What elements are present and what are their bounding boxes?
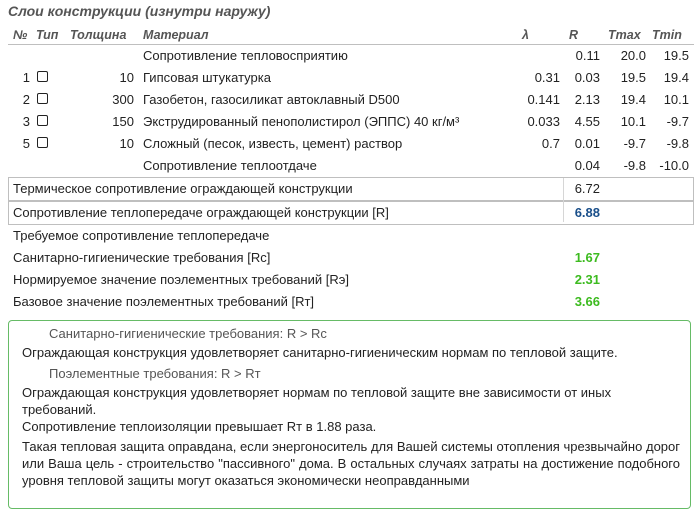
row-material[interactable]: Гипсовая штукатурка (143, 70, 271, 85)
required-heading: Требуемое сопротивление теплопередаче (13, 228, 270, 243)
col-header-tmax: Tmax (608, 28, 641, 42)
col-header-r: R (569, 28, 579, 42)
col-header-num: № (13, 28, 28, 42)
row-tmin: -9.8 (666, 136, 689, 151)
row-num: 3 (22, 114, 30, 129)
heat-transfer-value: 6.88 (574, 205, 600, 220)
row-tmax: 19.5 (620, 70, 646, 85)
row-material: Сопротивление тепловосприятию (143, 48, 348, 63)
col-header-material: Материал (143, 28, 209, 42)
row-num: 5 (22, 136, 30, 151)
excess-ratio-text: Сопротивление теплоизоляции превышает Rт в 1.88 раза. (22, 419, 377, 434)
row-tmin: -9.7 (666, 114, 689, 129)
heat-transfer-label: Сопротивление теплопередаче ограждающей конструкции [R] (13, 205, 389, 220)
row-material[interactable]: Сложный (песок, известь, цемент) раствор (143, 136, 403, 151)
row-tmax: -9.7 (623, 136, 646, 151)
row-lambda: 0.033 (527, 114, 560, 129)
sanitary-value: 1.67 (574, 250, 600, 265)
header-divider (8, 44, 694, 45)
row-thickness: 300 (112, 92, 134, 107)
normative-label: Нормируемое значение поэлементных требований [Rэ] (13, 272, 349, 287)
sanitary-label: Санитарно-гигиенические требования [Rс] (13, 250, 271, 265)
row-num: 2 (22, 92, 30, 107)
row-tmin: 10.1 (663, 92, 689, 107)
layer-type-checkbox[interactable] (37, 71, 48, 82)
layer-type-checkbox[interactable] (37, 137, 48, 148)
thermal-resistance-label: Термическое сопротивление ограждающей конструкции (13, 181, 353, 196)
sanitary-conclusion-title: Санитарно-гигиенические требования: R > Rс (49, 326, 327, 341)
layer-type-checkbox[interactable] (37, 93, 48, 104)
row-material[interactable]: Экструдированный пенополистирол (ЭППС) 40 кг/м³ (143, 114, 460, 129)
row-lambda: 0.31 (534, 70, 560, 85)
col-header-type: Тип (36, 28, 59, 42)
row-thickness: 150 (112, 114, 134, 129)
row-tmin: 19.5 (663, 48, 689, 63)
col-header-tmin: Tmin (652, 28, 682, 42)
base-value: 3.66 (574, 294, 600, 309)
section-title: Слои конструкции (изнутри наружу) (8, 3, 271, 19)
row-tmin: -10.0 (659, 158, 689, 173)
row-thickness: 10 (119, 70, 134, 85)
thermal-resistance-value: 6.72 (574, 181, 600, 196)
row-r: 0.04 (574, 158, 600, 173)
row-tmax: 20.0 (620, 48, 646, 63)
elementwise-conclusion-text: Ограждающая конструкция удовлетворяет нормам по тепловой защите вне зависимости от иных требований. (22, 385, 612, 417)
row-r: 0.01 (574, 136, 600, 151)
col-header-lambda: λ (522, 28, 529, 42)
row-r: 2.13 (574, 92, 600, 107)
advice-text: Такая тепловая защита оправдана, если энергоноситель для Вашей системы отопления чрезвычайно дорог или Ваша цель - строительство "пассивного" дома. В остальных случаях затраты на достижение подобного уровня тепловой защиты могут оказаться экономически неоправданными (22, 439, 680, 488)
conclusions-panel (8, 320, 691, 509)
row-r: 0.11 (575, 48, 600, 63)
normative-value: 2.31 (574, 272, 600, 287)
row-r: 0.03 (574, 70, 600, 85)
row-thickness: 10 (119, 136, 134, 151)
row-lambda: 0.141 (527, 92, 560, 107)
layer-type-checkbox[interactable] (37, 115, 48, 126)
row-material: Сопротивление теплоотдаче (143, 158, 317, 173)
row-tmax: 10.1 (620, 114, 646, 129)
col-header-thickness: Толщина (70, 28, 127, 42)
elementwise-conclusion-title: Поэлементные требования: R > Rт (49, 366, 261, 381)
base-label: Базовое значение поэлементных требований [Rт] (13, 294, 315, 309)
row-tmax: 19.4 (620, 92, 646, 107)
row-tmax: -9.8 (623, 158, 646, 173)
row-tmin: 19.4 (663, 70, 689, 85)
row-r: 4.55 (574, 114, 600, 129)
row-num: 1 (22, 70, 30, 85)
sanitary-conclusion-text: Ограждающая конструкция удовлетворяет санитарно-гигиеническим нормам по тепловой защите. (22, 345, 618, 360)
row-material[interactable]: Газобетон, газосиликат автоклавный D500 (143, 92, 400, 107)
row-lambda: 0.7 (541, 136, 560, 151)
